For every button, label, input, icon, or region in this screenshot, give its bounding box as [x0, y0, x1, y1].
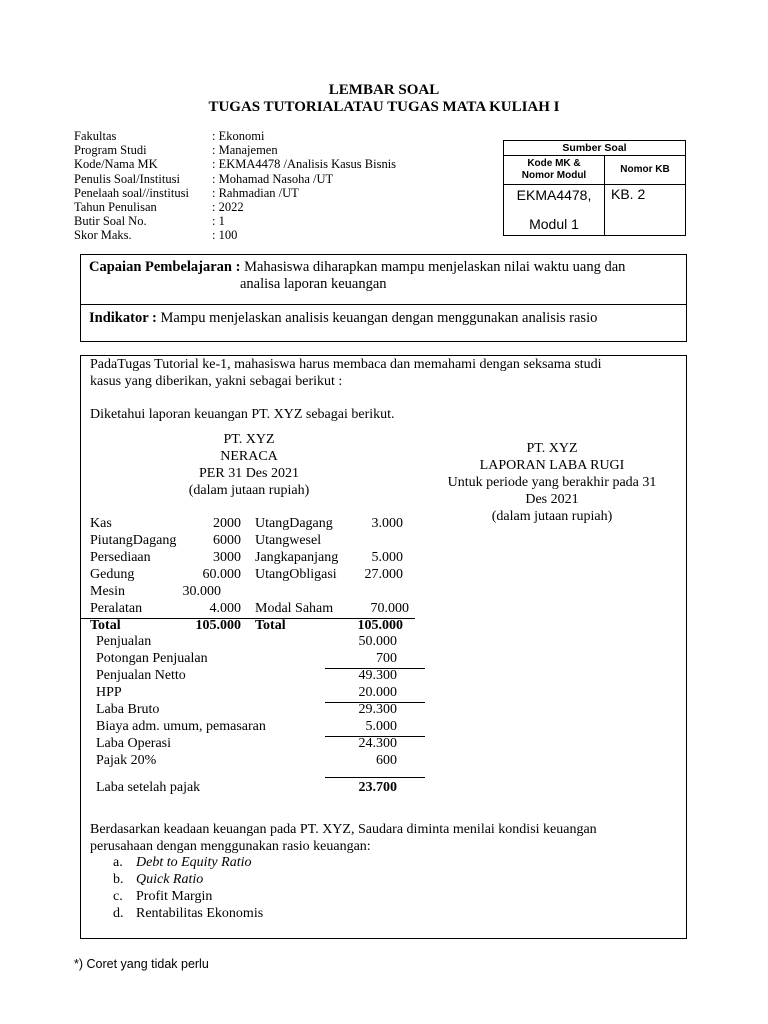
source-col-kode	[504, 156, 605, 235]
meta-row	[74, 186, 396, 200]
meta-row	[74, 143, 396, 157]
asset-value: 60.000	[202, 567, 241, 582]
asset-label: Mesin	[90, 584, 125, 599]
source-kode-value-line2: Modul 1	[529, 216, 579, 232]
income-label: Potongan Penjualan	[96, 651, 208, 666]
labarugi-period: Untuk periode yang berakhir pada 31	[447, 475, 657, 490]
asset-value: 6000	[213, 533, 241, 548]
question-item-text: Debt to Equity Ratio	[136, 855, 252, 870]
meta-label: Fakultas	[74, 129, 117, 143]
source-col-kb-header: Nomor KB	[605, 156, 685, 185]
liability-value: 70.000	[370, 601, 409, 616]
neraca-company: PT. XYZ	[223, 432, 275, 447]
source-kode-value-line1: EKMA4478,	[516, 187, 592, 203]
liability-label: Jangkapanjang	[255, 550, 339, 565]
meta-label: Butir Soal No.	[74, 214, 147, 229]
capaian-text: Mahasiswa diharapkan mampu menjelaskan nilai waktu uang dan	[240, 259, 626, 275]
labarugi-title: LAPORAN LABA RUGI	[479, 458, 625, 473]
income-value: 700	[376, 651, 397, 666]
question-item-text: Profit Margin	[136, 889, 213, 904]
question-box	[80, 355, 687, 939]
labarugi-unit: (dalam jutaan rupiah)	[491, 509, 613, 524]
indikator-text: Mampu menjelaskan analisis keuangan dengan menggunakan analisis rasio	[156, 310, 598, 326]
income-label: Laba Operasi	[96, 736, 172, 751]
income-label: Laba Bruto	[96, 702, 160, 717]
income-value: 20.000	[358, 685, 397, 700]
asset-total-label: Total	[90, 618, 121, 633]
income-label: HPP	[96, 685, 122, 700]
income-value: 50.000	[358, 634, 397, 649]
source-header: Sumber Soal	[504, 141, 685, 156]
source-kb-value: KB. 2	[611, 186, 646, 202]
net-income-value: 23.700	[358, 780, 397, 795]
question-item-marker: d.	[113, 906, 124, 921]
page-subtitle: TUGAS TUTORIALATAU TUGAS MATA KULIAH I	[208, 99, 560, 115]
meta-row	[74, 172, 396, 186]
neraca-unit: (dalam jutaan rupiah)	[188, 483, 310, 498]
asset-label: Persediaan	[90, 550, 151, 565]
meta-value: : 100	[212, 228, 238, 243]
indikator-label: Indikator :	[89, 310, 157, 326]
meta-value: : Mohamad Nasoha /UT	[212, 171, 334, 186]
income-value: 24.300	[358, 736, 397, 751]
income-value: 29.300	[358, 702, 397, 717]
meta-label: Penelaah soal//institusi	[74, 185, 189, 200]
capaian-text-cont: analisa laporan keuangan	[240, 276, 387, 292]
intro-line: Diketahui laporan keuangan PT. XYZ sebagai berikut.	[90, 407, 395, 422]
income-value: 49.300	[358, 668, 397, 683]
question-item-marker: b.	[113, 872, 124, 887]
income-label: Penjualan Netto	[96, 668, 186, 683]
asset-value: 4.000	[209, 601, 241, 616]
capaian-label: Capaian Pembelajaran :	[89, 259, 241, 275]
learning-outcome-box	[80, 254, 687, 342]
asset-label: Peralatan	[90, 601, 143, 616]
liability-label: Utangwesel	[255, 533, 322, 548]
meta-row	[74, 200, 396, 214]
meta-value: : Ekonomi	[212, 129, 265, 143]
source-table	[503, 140, 686, 236]
liability-value: 5.000	[371, 550, 403, 565]
meta-label: Program Studi	[74, 143, 147, 158]
meta-block	[74, 129, 396, 243]
meta-label: Kode/Nama MK	[74, 157, 158, 172]
net-income-label: Laba setelah pajak	[96, 780, 201, 795]
source-col-kode-header	[504, 156, 604, 185]
asset-label: PiutangDagang	[90, 533, 177, 548]
intro-line: PadaTugas Tutorial ke-1, mahasiswa harus membaca dan memahami dengan seksama studi	[90, 357, 602, 372]
liability-label: Modal Saham	[255, 601, 334, 616]
neraca-date: PER 31 Des 2021	[199, 466, 299, 481]
question-item-marker: c.	[113, 889, 123, 904]
source-col-kb	[605, 156, 685, 235]
meta-row	[74, 129, 396, 143]
liability-total-value: 105.000	[357, 618, 403, 633]
meta-value: : Manajemen	[212, 143, 278, 158]
income-label: Penjualan	[96, 634, 152, 649]
capaian-line	[89, 259, 625, 276]
indikator-line	[89, 310, 597, 327]
question-item-text: Quick Ratio	[136, 872, 204, 887]
question-line: Berdasarkan keadaan keuangan pada PT. XYZ, Saudara diminta menilai kondisi keuangan	[90, 822, 597, 837]
asset-label: Gedung	[90, 567, 135, 582]
meta-value: : EKMA4478 /Analisis Kasus Bisnis	[212, 157, 397, 172]
meta-label: Tahun Penulisan	[74, 200, 157, 215]
source-col-kode-header-line2: Nomor Modul	[521, 170, 587, 181]
meta-label: Skor Maks.	[74, 228, 132, 243]
income-value: 5.000	[365, 719, 397, 734]
meta-value: : 2022	[212, 200, 244, 215]
meta-value: : 1	[212, 214, 225, 229]
meta-label: Penulis Soal/Institusi	[74, 171, 180, 186]
total-rule	[325, 777, 425, 778]
asset-total-value: 105.000	[195, 618, 241, 633]
liability-label: UtangObligasi	[255, 567, 337, 582]
meta-row	[74, 228, 396, 242]
divider	[81, 304, 686, 305]
page-title: LEMBAR SOAL	[328, 82, 440, 98]
question-line: perusahaan dengan menggunakan rasio keuangan:	[90, 839, 371, 854]
income-label: Pajak 20%	[96, 753, 157, 768]
income-label: Biaya adm. umum, pemasaran	[96, 719, 266, 734]
asset-value: 3000	[213, 550, 241, 565]
source-col-kode-header-line1: Kode MK &	[527, 158, 581, 169]
asset-value: 30.000	[182, 584, 221, 599]
liability-label: UtangDagang	[255, 516, 333, 531]
income-value: 600	[376, 753, 397, 768]
liability-total-label: Total	[255, 618, 286, 633]
intro-line: kasus yang diberikan, yakni sebagai berikut :	[90, 374, 343, 389]
question-item-text: Rentabilitas Ekonomis	[136, 906, 264, 921]
asset-value: 2000	[213, 516, 241, 531]
labarugi-company: PT. XYZ	[526, 441, 578, 456]
meta-value: : Rahmadian /UT	[212, 185, 299, 200]
asset-label: Kas	[90, 516, 112, 531]
neraca-title: NERACA	[220, 449, 278, 464]
question-item-marker: a.	[113, 855, 123, 870]
meta-row	[74, 157, 396, 171]
liability-value: 27.000	[364, 567, 403, 582]
meta-row	[74, 214, 396, 228]
footer-note: *) Coret yang tidak perlu	[74, 957, 209, 971]
liability-value: 3.000	[371, 516, 403, 531]
labarugi-period-cont: Des 2021	[525, 492, 579, 507]
